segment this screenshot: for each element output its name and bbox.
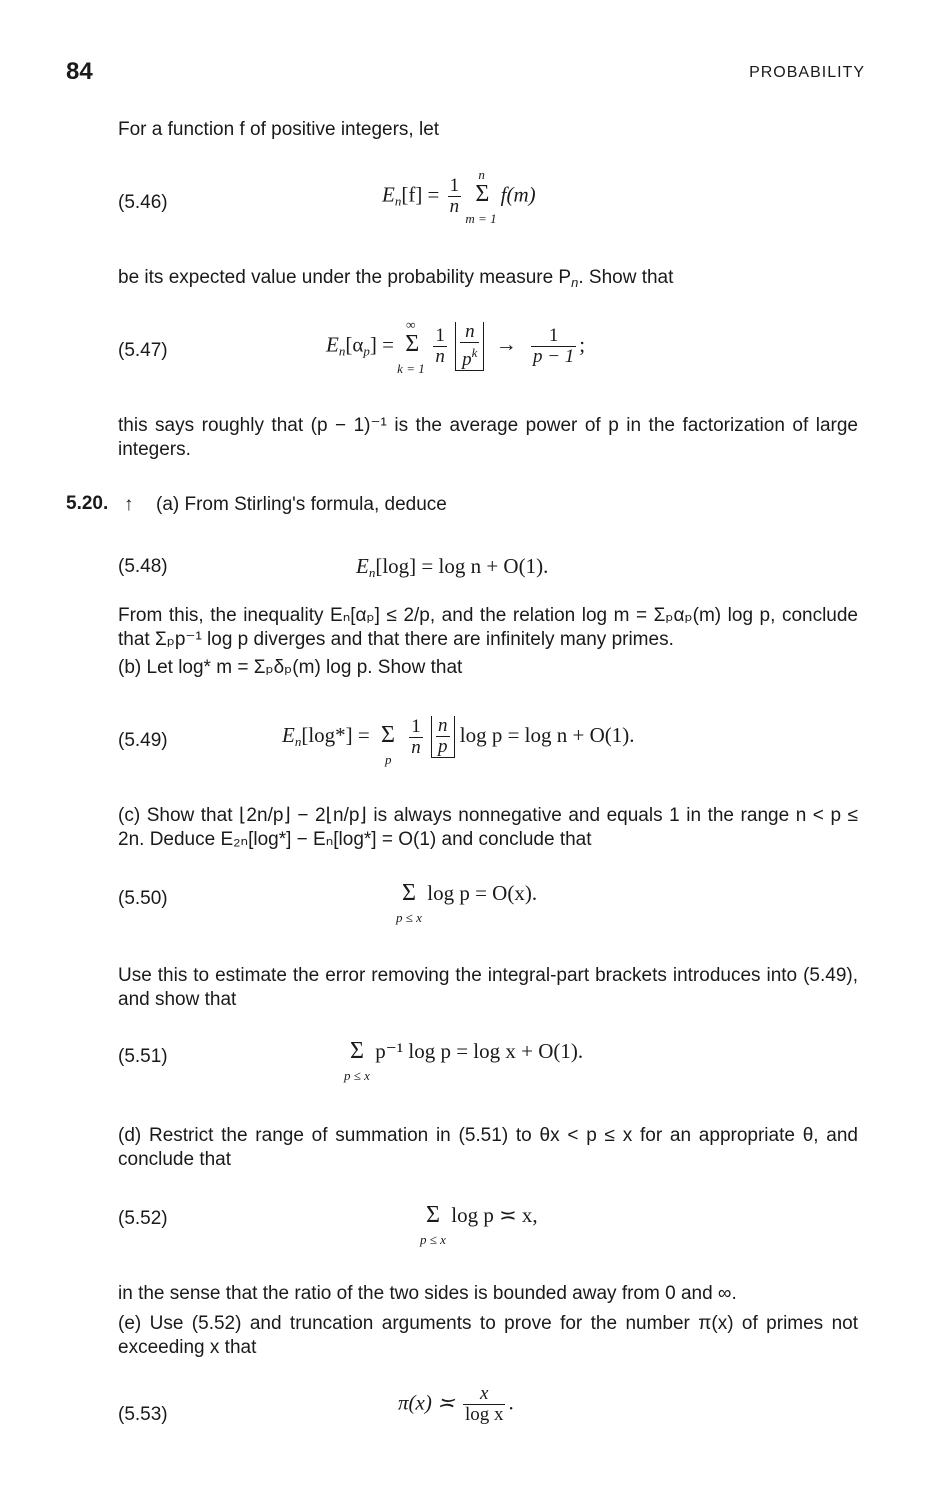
eq-5-47-frac-num: 1 [435,325,445,346]
eq-5-47-upper: ∞ [406,317,416,333]
intro-text: For a function f of positive integers, let [118,119,440,140]
eq-5-47-rhs-fraction [531,326,576,367]
part-d-text: (d) Restrict the range of summation in (5.51) to θx < p ≤ x for an appropriate θ, and conclude that [118,1125,858,1170]
expected-value-tail: . Show that [578,267,674,288]
eq-5-49-fraction [409,717,423,758]
eq-5-46-frac-num: 1 [449,175,460,196]
eq-5-49-lhs-sub: n [294,733,302,749]
eq-5-51-lower: p ≤ x [344,1068,370,1083]
eq-5-47-label: (5.47) [118,340,168,361]
eq-5-47-lhs-arg-sub: p [363,343,370,359]
eq-5-53-fraction [463,1384,506,1425]
eq-5-53-end: . [508,1390,514,1415]
expected-value-main: be its expected value under the probability measure P [118,267,572,288]
eq-5-51 [344,1038,583,1088]
eq-5-52-rhs: log p ≍ x, [451,1203,538,1227]
sense-text: in the sense that the ratio of the two sides is bounded away from 0 and ∞. [118,1283,737,1304]
part-e-text: (e) Use (5.52) and truncation arguments to prove for the number π(x) of primes not exceeding x that [118,1313,858,1358]
eq-5-47-lhs: E [326,332,339,357]
eq-5-48-sub: n [368,565,376,580]
eq-5-46-upper: n [478,167,485,183]
eq-5-46-label: (5.46) [118,192,168,213]
eq-5-50-rhs: log p = O(x). [427,881,538,905]
eq-5-48 [356,554,548,581]
eq-5-46-lhs: E [382,182,395,207]
problem-arrow: ↑ [124,494,134,515]
eq-5-50-sigma: Σ [402,880,416,906]
eq-5-47 [326,317,586,392]
eq-5-49-lhs-arg: [log*] = [301,722,370,747]
from-this-text: From this, the inequality Eₙ[αₚ] ≤ 2/p, and the relation log m = Σₚαₚ(m) log p, conclude that Σₚp⁻¹ log p diverges and that there are infinitely many primes. [118,605,858,650]
eq-5-49-floor-den: p [438,736,448,757]
eq-5-49-sigma: Σ [381,721,395,748]
part-c-text: (c) Show that ⌊2n/p⌋ − 2⌊n/p⌋ is always nonnegative and equals 1 in the range n < p ≤ 2n. Deduce E₂ₙ[log*] − Eₙ[log*] = O(1) and conclude that [118,805,858,850]
eq-5-47-lhs-close: ] = [369,332,394,357]
eq-5-46-lower: m = 1 [465,211,497,227]
eq-5-52-sigma: Σ [426,1202,440,1228]
eq-5-53-frac-num: x [463,1384,506,1405]
eq-5-53-frac-den: log x [464,1404,504,1425]
eq-5-49 [282,716,635,786]
eq-5-46-rhs: f(m) [500,182,536,207]
eq-5-46-lhs-sub: n [394,193,402,209]
eq-5-46-frac-den: n [449,196,460,217]
running-title: PROBABILITY [749,64,865,81]
eq-5-46-lhs-arg: [f] = [401,182,440,207]
eq-5-46-fraction [448,176,462,217]
eq-5-49-rhs: log p = log n + O(1). [459,722,635,747]
eq-5-51-label: (5.51) [118,1046,168,1067]
eq-5-50 [396,880,537,930]
eq-5-47-rhs-den: p − 1 [532,346,575,367]
use-this-text: Use this to estimate the error removing the integral-part brackets introduces into (5.49), and show that [118,965,858,1010]
eq-5-49-frac-den: n [411,736,421,758]
eq-5-49-frac-num: 1 [411,715,421,737]
eq-5-52-lower: p ≤ x [420,1232,446,1247]
eq-5-46-sigma: Σ [475,181,490,208]
eq-5-51-rhs: p⁻¹ log p = log x + O(1). [375,1039,584,1063]
part-a-text: (a) From Stirling's formula, deduce [156,494,447,515]
eq-5-47-floor [455,322,484,371]
eq-5-47-arrow: → [495,332,517,357]
eq-5-47-lhs-sub: n [338,343,346,359]
eq-5-53 [398,1384,514,1444]
eq-5-49-floor-num: n [438,715,448,736]
eq-5-52 [420,1202,538,1252]
roughly-text: this says roughly that (p − 1)⁻¹ is the average power of p in the factorization of large integers. [118,415,858,460]
eq-5-50-label: (5.50) [118,888,168,909]
eq-5-53-lhs: π(x) ≍ [398,1390,455,1415]
eq-5-47-lower: k = 1 [397,361,425,377]
eq-5-46 [382,167,536,236]
eq-5-48-rest: [log] = log n + O(1). [375,554,549,578]
expected-value-sub: n [571,275,579,290]
part-b-text: (b) Let log* m = Σₚδₚ(m) log p. Show that [118,657,463,678]
eq-5-47-floor-num: n [460,322,479,343]
eq-5-51-sigma: Σ [350,1038,364,1064]
eq-5-48-label: (5.48) [118,556,168,577]
eq-5-52-label: (5.52) [118,1208,168,1229]
eq-5-47-fraction [433,326,447,367]
eq-5-49-lhs: E [282,722,295,747]
eq-5-49-floor [431,716,455,758]
page-number: 84 [66,58,93,85]
eq-5-49-label: (5.49) [118,730,168,751]
eq-5-50-lower: p ≤ x [396,910,422,925]
eq-5-49-lower: p [385,751,392,767]
eq-5-47-floor-den: p [462,349,472,370]
eq-5-53-label: (5.53) [118,1404,168,1425]
eq-5-47-frac-den: n [435,346,445,367]
eq-5-47-end: ; [579,332,586,357]
eq-5-47-floor-den-sup: k [471,345,478,360]
eq-5-47-rhs-num: 1 [531,326,576,347]
eq-5-48-lhs: E [356,554,369,578]
eq-5-47-sigma: Σ [405,331,420,358]
eq-5-47-lhs-arg: [α [345,332,364,357]
expected-value-text [118,266,673,295]
problem-number: 5.20. [66,493,109,514]
